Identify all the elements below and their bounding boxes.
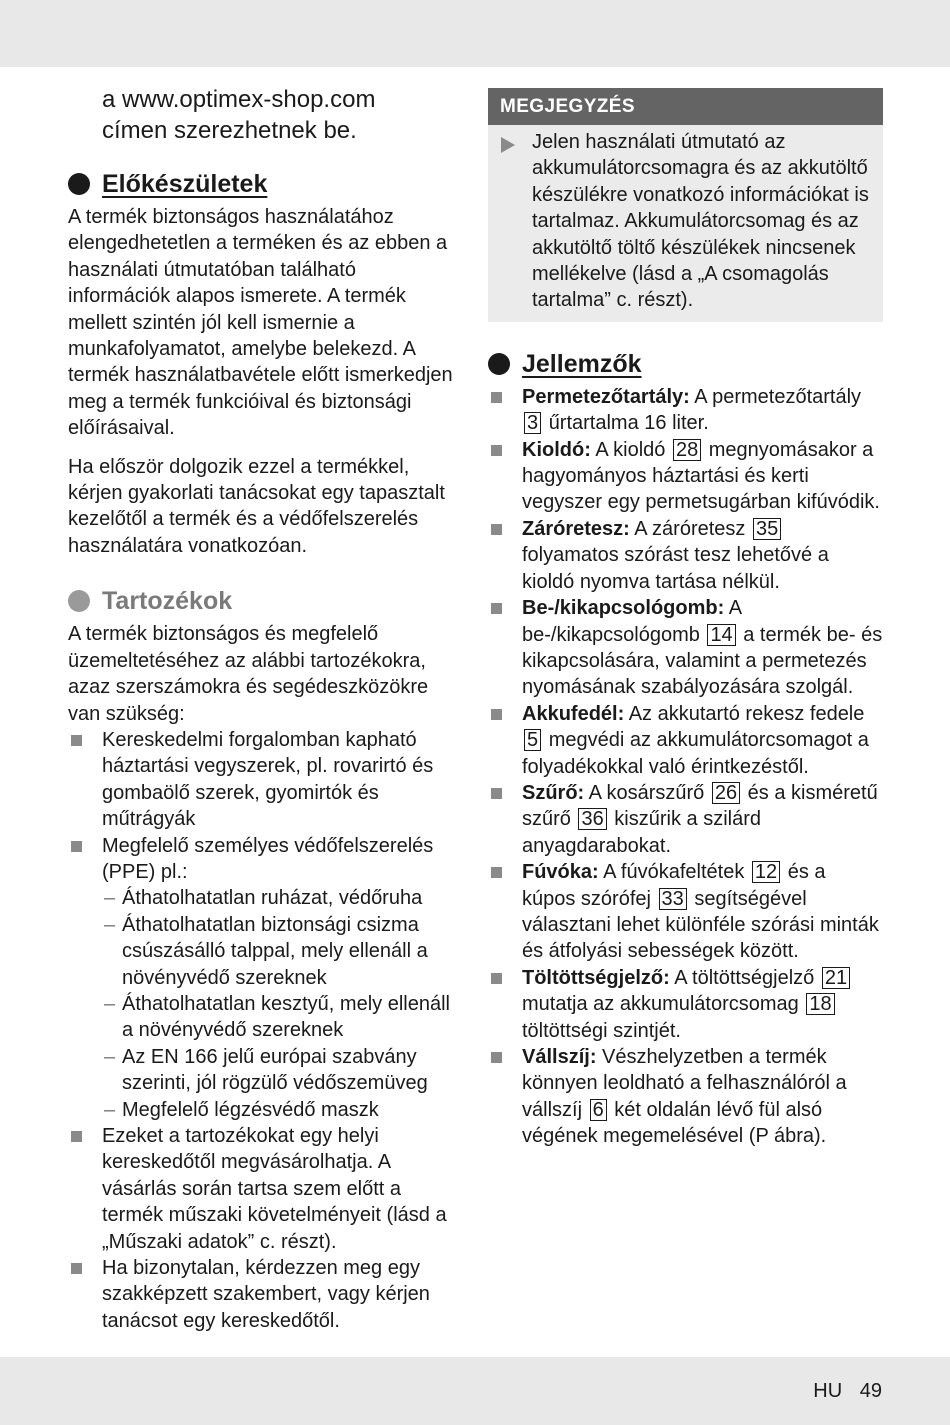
features-list <box>488 384 883 1150</box>
part-number-box: 14 <box>707 624 735 646</box>
ppe-sublist <box>102 885 463 1123</box>
note-box <box>488 88 883 322</box>
features-heading <box>488 348 883 380</box>
feature-text: A töltöttségjelző <box>674 966 815 989</box>
sub-list-item-text: Áthatolhatatlan kesztyű, mely ellenáll a növényvédő szereknek <box>122 992 450 1042</box>
url-line-2: címen szerezhetnek be. <box>102 117 357 144</box>
sub-list-item <box>102 1097 463 1123</box>
feature-label: Vállszíj: <box>522 1046 597 1068</box>
square-bullet-icon <box>491 392 502 403</box>
feature-item <box>488 1044 883 1150</box>
list-item-text: Megfelelő személyes védőfelszerelés (PPE) pl.: <box>102 834 434 883</box>
feature-label: Fúvóka: <box>522 861 599 884</box>
list-item-text: Ezeket a tartozékokat egy helyi kereskedőtől megvásárolhatja. A vásárlás során tartsa szem előtt a termék műszaki követelményeit (lásd a „Műszaki adatok” c. részt). <box>102 1125 447 1253</box>
part-number-box: 35 <box>753 518 781 540</box>
square-bullet-icon <box>491 524 502 535</box>
feature-label: Be-/kikapcsológomb: <box>522 597 725 620</box>
feature-item <box>488 780 883 859</box>
part-number-box: 28 <box>673 439 701 461</box>
square-bullet-icon <box>491 1052 502 1063</box>
feature-text: megnyomásakor a hagyományos háztartási és kerti vegyszer egy permetsugárban kifúvódik. <box>522 438 880 514</box>
part-number-box: 5 <box>524 729 541 751</box>
feature-label: Akkufedél: <box>522 702 625 725</box>
note-title: MEGJEGYZÉS <box>488 88 883 125</box>
list-item <box>68 1123 463 1255</box>
feature-text: két oldalán lévő fül alsó végének megemelésével (P ábra). <box>522 1098 827 1148</box>
feature-text: kiszűrik a szilárd anyagdarabokat. <box>522 808 761 857</box>
feature-label: Szűrő: <box>522 781 585 804</box>
preparations-heading <box>68 168 463 200</box>
feature-text: A be-/kikapcsológomb <box>522 597 741 646</box>
part-number-box: 21 <box>822 967 850 989</box>
part-number-box: 36 <box>578 808 606 830</box>
dash-bullet-icon: – <box>104 887 116 910</box>
feature-item <box>488 516 883 595</box>
square-bullet-icon <box>491 867 502 878</box>
dash-bullet-icon: – <box>104 913 116 936</box>
sub-list-item-text: Áthatolhatatlan biztonsági csizma csúszásálló talppal, mely ellenáll a növényvédő szereknek <box>122 913 428 989</box>
feature-item <box>488 384 883 437</box>
dash-bullet-icon: – <box>104 1098 116 1121</box>
sub-list-item-text: Az EN 166 jelű európai szabvány szerinti, jól rögzülő védőszemüveg <box>122 1045 428 1095</box>
bullet-dot-icon <box>488 353 510 375</box>
feature-label: Kioldó: <box>522 438 591 461</box>
part-number-box: 6 <box>590 1099 607 1121</box>
dash-bullet-icon: – <box>104 1045 116 1068</box>
square-bullet-icon <box>491 788 502 799</box>
url-text <box>68 84 463 146</box>
feature-text: és a kúpos szórófej <box>522 861 826 910</box>
language-code: HU <box>813 1380 843 1402</box>
feature-label: Záróretesz: <box>522 517 630 540</box>
sub-list-item-text: Áthatolhatatlan ruházat, védőruha <box>122 887 423 910</box>
feature-text: A fúvókafeltétek <box>603 861 745 884</box>
part-number-box: 18 <box>806 993 834 1015</box>
sub-list-item <box>102 885 463 911</box>
sub-list-item <box>102 1044 463 1097</box>
feature-label: Töltöttségjelző: <box>522 966 670 989</box>
part-number-box: 26 <box>712 782 740 804</box>
square-bullet-icon <box>491 603 502 614</box>
page-footer <box>813 1378 882 1404</box>
feature-item <box>488 595 883 701</box>
feature-text: Az akkutartó rekesz fedele <box>628 702 865 725</box>
bullet-dot-icon <box>68 173 90 195</box>
feature-item <box>488 437 883 516</box>
list-item <box>68 727 463 833</box>
bullet-dot-icon <box>68 590 90 612</box>
feature-text: mutatja az akkumulátorcsomag <box>522 993 799 1016</box>
square-bullet-icon <box>71 735 82 746</box>
feature-text: A kosárszűrő <box>588 781 705 804</box>
feature-text: folyamatos szórást tesz lehetővé a kioldó nyomva tartása nélkül. <box>522 544 829 593</box>
feature-label: Permetezőtartály: <box>522 385 690 408</box>
square-bullet-icon <box>491 445 502 456</box>
part-number-box: 3 <box>524 412 541 434</box>
square-bullet-icon <box>71 1263 82 1274</box>
sub-list-item <box>102 912 463 991</box>
feature-item <box>488 859 883 965</box>
part-number-box: 12 <box>752 861 780 883</box>
list-item <box>68 1255 463 1334</box>
feature-text: űrtartalma 16 liter. <box>548 412 709 435</box>
feature-item <box>488 965 883 1044</box>
left-column <box>68 84 463 1334</box>
sub-list-item <box>102 991 463 1044</box>
top-margin-band <box>0 0 950 67</box>
bottom-margin-band <box>0 1357 950 1425</box>
square-bullet-icon <box>71 841 82 852</box>
accessories-title: Tartozékok <box>102 587 233 616</box>
accessories-heading <box>68 585 463 617</box>
preparations-paragraph-2: Ha először dolgozik ezzel a termékkel, kérjen gyakorlati tanácsokat egy tapasztalt kezelőtől a termék és a védőfelszerelés használatára vonatkozóan. <box>68 455 445 557</box>
preparations-paragraph-1: A termék biztonságos használatához elengedhetetlen a terméken és az ebben a használati útmutatóban található információk alapos ismerete. A termék mellett szintén jól kell ismernie a munkafolyamatot, amelybe belekezd. A termék használatbavétele előtt ismerkedjen meg a termék funkcióival és biztonsági előírásaival. <box>68 206 453 440</box>
feature-text: és a kisméretű szűrő <box>522 781 878 831</box>
list-item-text: Ha bizonytalan, kérdezzen meg egy szakképzett szakembert, vagy kérjen tanácsot egy kereskedőtől. <box>102 1257 430 1332</box>
feature-text: A kioldó <box>595 438 666 461</box>
feature-text: A permetezőtartály <box>694 385 862 408</box>
feature-text: A záróretesz <box>634 517 746 540</box>
sub-list-item-text: Megfelelő légzésvédő maszk <box>122 1098 379 1121</box>
feature-text: töltöttségi szintjét. <box>522 1019 681 1042</box>
triangle-bullet-icon <box>501 137 515 153</box>
feature-text: a termék be- és kikapcsolására, valamint a permetezés nyomásának szabályozására szolgál. <box>522 623 883 699</box>
dash-bullet-icon: – <box>104 992 116 1015</box>
list-item-text: Kereskedelmi forgalomban kapható háztartási vegyszerek, pl. rovarirtó és gombaölő szerek, gyomirtók és műtrágyák <box>102 728 434 831</box>
accessories-list <box>68 727 463 1334</box>
square-bullet-icon <box>491 973 502 984</box>
accessories-intro: A termék biztonságos és megfelelő üzemeltetéséhez az alábbi tartozékokra, azaz szerszámokra és segédeszközökre van szükség: <box>68 623 429 725</box>
part-number-box: 33 <box>659 888 687 910</box>
feature-text: segítségével választani lehet különféle szórási minták és átfolyási sebességek között. <box>522 887 879 963</box>
feature-text: Vészhelyzetben a termék könnyen leoldható a felhasználóról a vállszíj <box>522 1046 847 1121</box>
square-bullet-icon <box>71 1131 82 1142</box>
list-item <box>68 833 463 1123</box>
note-text: Jelen használati útmutató az akkumulátorcsomagra és az akkutöltő készülékre vonatkozó információkat is tartalmaz. Akkumulátorcsomag és az akkutöltő töltő készülékek nincsenek mellékelve (lásd a „A csomagolás tartalma” c. részt). <box>532 131 869 312</box>
preparations-title: Előkészületek <box>102 170 268 198</box>
feature-item <box>488 701 883 780</box>
note-body <box>488 125 883 314</box>
right-column <box>488 88 883 1150</box>
square-bullet-icon <box>491 709 502 720</box>
page-number: 49 <box>859 1380 882 1402</box>
url-line-1: a www.optimex-shop.com <box>102 86 376 113</box>
feature-text: megvédi az akkumulátorcsomagot a folyadékokkal való érintkezéstől. <box>522 729 869 778</box>
features-title: Jellemzők <box>522 349 642 378</box>
